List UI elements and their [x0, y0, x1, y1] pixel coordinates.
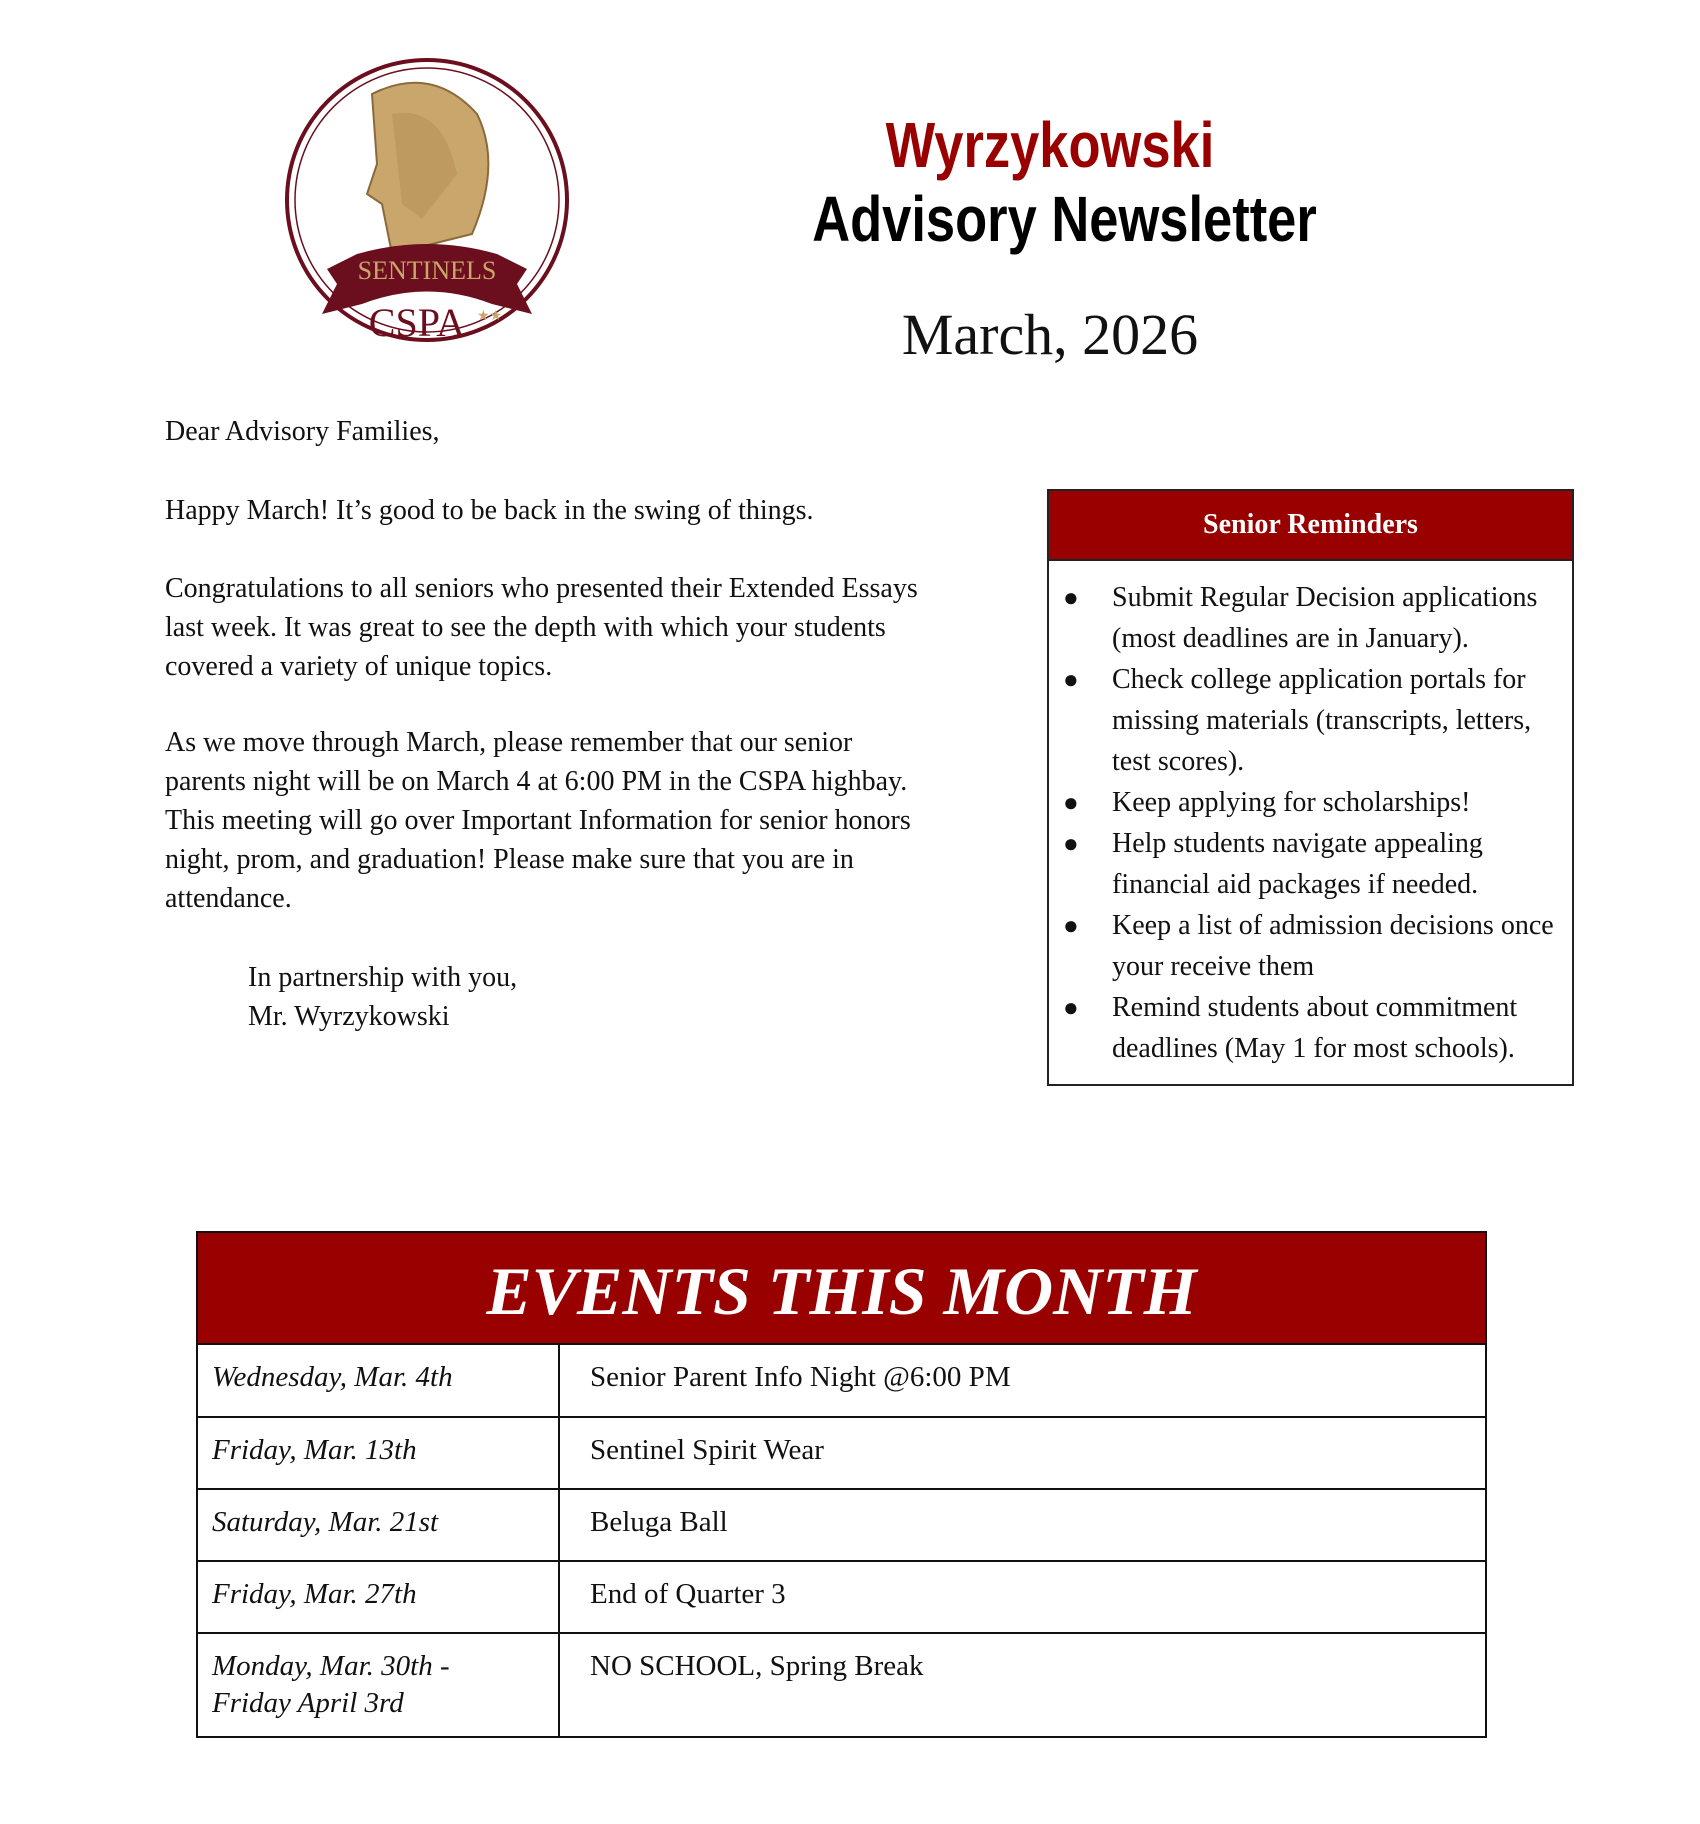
event-row — [198, 1560, 1485, 1632]
newsletter-author-name: Wyrzykowski — [885, 109, 1215, 181]
text-line: Happy March! It’s good to be back in the swing of things. — [165, 495, 814, 526]
paragraph-3 — [165, 723, 1025, 918]
event-date-line: Saturday, Mar. 21st — [212, 1506, 439, 1538]
reminder-text: financial aid packages if needed. — [1112, 869, 1479, 900]
event-row — [198, 1632, 1485, 1736]
event-date-line: Monday, Mar. 30th - — [212, 1650, 450, 1682]
newsletter-title: Advisory Newsletter — [812, 183, 1317, 255]
event-date — [198, 1490, 560, 1560]
reminder-item — [1049, 782, 1562, 823]
greeting: Dear Advisory Families, — [165, 416, 440, 447]
text-line: last week. It was great to see the depth with which your students — [165, 612, 886, 643]
event-row — [198, 1345, 1485, 1416]
newsletter-date: March, 2026 — [901, 302, 1199, 367]
text-line: Congratulations to all seniors who presented their Extended Essays — [165, 573, 918, 604]
text-line: night, prom, and graduation! Please make sure that you are in — [165, 844, 854, 875]
event-name: NO SCHOOL, Spring Break — [590, 1650, 924, 1682]
paragraph-2 — [165, 569, 1025, 686]
bullet-icon: ● — [1063, 665, 1079, 694]
signoff — [248, 958, 948, 1036]
event-date-line: Wednesday, Mar. 4th — [212, 1361, 453, 1393]
reminder-text: deadlines (May 1 for most schools). — [1112, 1033, 1515, 1064]
reminder-text: your receive them — [1112, 951, 1315, 982]
reminder-text: test scores). — [1112, 746, 1245, 777]
event-date-line: Friday, Mar. 13th — [212, 1434, 417, 1466]
event-name: Sentinel Spirit Wear — [590, 1434, 824, 1466]
reminders-list — [1049, 561, 1572, 1069]
senior-reminders-title: Senior Reminders — [1049, 491, 1572, 561]
event-date — [198, 1345, 560, 1416]
event-row — [198, 1416, 1485, 1488]
reminder-text: Keep applying for scholarships! — [1112, 787, 1471, 818]
paragraph-1 — [165, 491, 1025, 530]
bullet-icon: ● — [1063, 829, 1079, 858]
bullet-icon: ● — [1063, 583, 1079, 612]
reminder-text: Submit Regular Decision applications — [1112, 582, 1538, 613]
reminder-text: Keep a list of admission decisions once — [1112, 910, 1554, 941]
bullet-icon: ● — [1063, 788, 1079, 817]
event-date — [198, 1634, 560, 1736]
reminder-item — [1049, 987, 1562, 1069]
text-line: This meeting will go over Important Information for senior honors — [165, 805, 911, 836]
event-name: End of Quarter 3 — [590, 1578, 786, 1610]
reminder-item — [1049, 823, 1562, 905]
event-name: Senior Parent Info Night @6:00 PM — [590, 1361, 1011, 1393]
signature: Mr. Wyrzykowski — [248, 1001, 450, 1032]
reminder-item — [1049, 577, 1562, 659]
reminder-text: Remind students about commitment — [1112, 992, 1518, 1023]
svg-text:CSPA: CSPA — [368, 300, 466, 345]
cspa-sentinels-logo — [272, 54, 582, 354]
events-title: EVENTS THIS MONTH — [198, 1233, 1485, 1345]
event-date — [198, 1562, 560, 1632]
event-row — [198, 1488, 1485, 1560]
text-line: covered a variety of unique topics. — [165, 651, 553, 682]
text-line: As we move through March, please remember that our senior — [165, 727, 853, 758]
svg-text:★★: ★★ — [477, 309, 503, 324]
reminder-text: missing materials (transcripts, letters, — [1112, 705, 1532, 736]
bullet-icon: ● — [1063, 993, 1079, 1022]
reminder-text: Check college application portals for — [1112, 664, 1526, 695]
reminder-item — [1049, 905, 1562, 987]
event-date — [198, 1418, 560, 1488]
text-line: parents night will be on March 4 at 6:00 PM in the CSPA highbay. — [165, 766, 908, 797]
reminder-text: (most deadlines are in January). — [1112, 623, 1469, 654]
event-date-line: Friday April 3rd — [212, 1687, 404, 1719]
bullet-icon: ● — [1063, 911, 1079, 940]
event-name: Beluga Ball — [590, 1506, 728, 1538]
events-table — [196, 1231, 1487, 1738]
text-line: attendance. — [165, 883, 292, 914]
reminder-text: Help students navigate appealing — [1112, 828, 1483, 859]
closing: In partnership with you, — [248, 962, 518, 993]
svg-text:SENTINELS: SENTINELS — [357, 256, 497, 285]
reminder-item — [1049, 659, 1562, 782]
senior-reminders-box — [1047, 489, 1574, 1086]
event-date-line: Friday, Mar. 27th — [212, 1578, 417, 1610]
